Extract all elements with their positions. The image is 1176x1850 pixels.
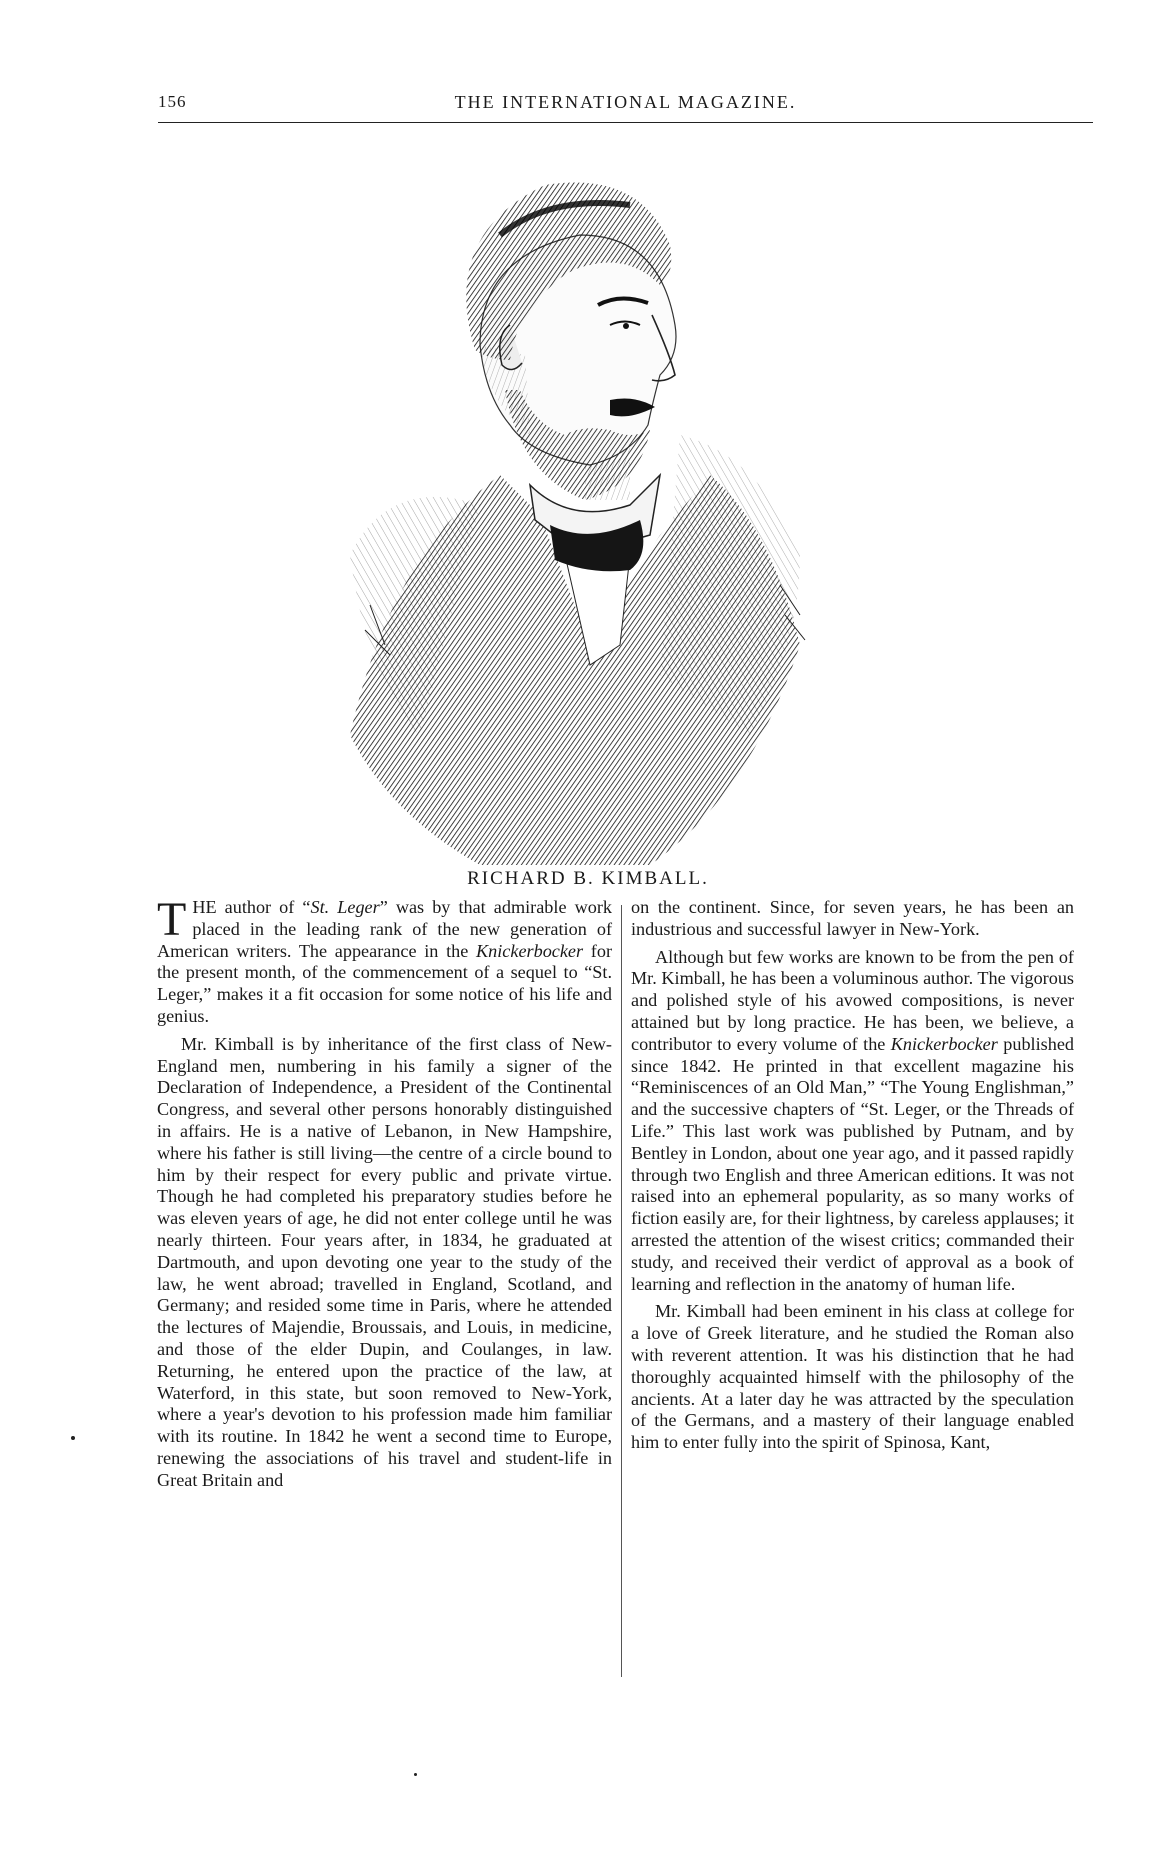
page-number: 156 xyxy=(158,92,187,111)
portrait-engraving xyxy=(330,175,860,865)
header-rule xyxy=(158,122,1093,123)
paragraph-intro xyxy=(157,893,612,1028)
paragraph-text: Although but few works are known to be from the pen of Mr. Kimball, he has been a voluminous author. The vigorous and polished style of his avowed compositions, is never attained but by long practice. He has been, we believe, a contributor to every volume of the xyxy=(631,946,1074,1054)
paragraph-text: HE author of “ xyxy=(192,897,311,917)
magazine-title: Knickerbocker xyxy=(476,940,584,961)
running-title: THE INTERNATIONAL MAGAZINE. xyxy=(454,92,797,112)
paragraph-text: published since 1842. He printed in that excellent magazine his “Reminiscences of an Old Man,” “The Young Englishman,” and the successive chapters of “St. Leger, or the Threads of Life.” This last work was published by Putnam, and by Bentley in London, about one year ago, and it passed rapidly through two English and three American editions. It was not raised into an ephemeral popularity, as so many works of fiction easily are, for their lightness, by careless applauses; it arrested the attention of the wisest critics; commanded their study, and received their verdict of approval as a book of learning and reflection in the anatomy of human life. xyxy=(631,1033,1074,1294)
left-column xyxy=(157,893,612,1492)
ink-speck xyxy=(414,1773,417,1776)
ink-speck xyxy=(71,1436,75,1440)
portrait-caption: RICHARD B. KIMBALL. xyxy=(467,868,709,889)
paragraph-scholarship: Mr. Kimball had been eminent in his class at college for a love of Greek literature, and he studied the Roman also with reverent attention. It was his distinction that he had thoroughly acquainted himself with the philosophy of the ancients. At a later day he was attracted by the speculation of the Germans, and a mastery of their language enabled him to enter fully into the spirit of Spinosa, Kant, xyxy=(631,1301,1074,1453)
paragraph-biography: Mr. Kimball is by inheritance of the first class of New-England men, numbering in his family a signer of the Declaration of Independence, a President of the Continental Congress, and several other persons honorably distinguished in affairs. He is a native of Lebanon, in New Hampshire, where his father is still living—the centre of a circle bound to him by their respect for every public and private virtue. Though he had completed his preparatory studies before he was eleven years of age, he did not enter college until he was nearly thirteen. Four years after, in 1834, he graduated at Dartmouth, and upon devoting one year to the study of the law, he went abroad; travelled in England, Scotland, and Germany; and resided some time in Paris, where he attended the lectures of Majendie, Broussais, and Louis, in medicine, and those of the elder Dupin, and Coulanges, in law. Returning, he entered upon the practice of the law, at Waterford, in this state, but soon removed to New-York, where a year's devotion to his profession made him familiar with its routine. In 1842 he went a second time to Europe, renewing the associations of his travel and student-life in Great Britain and xyxy=(157,1033,612,1490)
paragraph-continuation: on the continent. Since, for seven years, he has been an industrious and successful lawyer in New-York. xyxy=(631,897,1074,939)
portrait-illustration xyxy=(330,175,860,865)
book-title: St. Leger xyxy=(310,897,380,917)
paragraph-text: for the present month, of the commencement of a sequel to “St. Leger,” makes it a fit occasion for some notice of his life and genius. xyxy=(157,940,612,1026)
page-header xyxy=(158,90,1093,124)
paragraph-text: ” was by that admirable work placed in the leading rank of the new generation of American writers. The appearance in the xyxy=(157,897,612,961)
column-divider xyxy=(621,905,622,1677)
right-column xyxy=(631,897,1074,1454)
paragraph-works xyxy=(631,947,1074,1296)
drop-cap: T xyxy=(157,893,187,946)
magazine-title: Knickerbocker xyxy=(890,1033,998,1054)
